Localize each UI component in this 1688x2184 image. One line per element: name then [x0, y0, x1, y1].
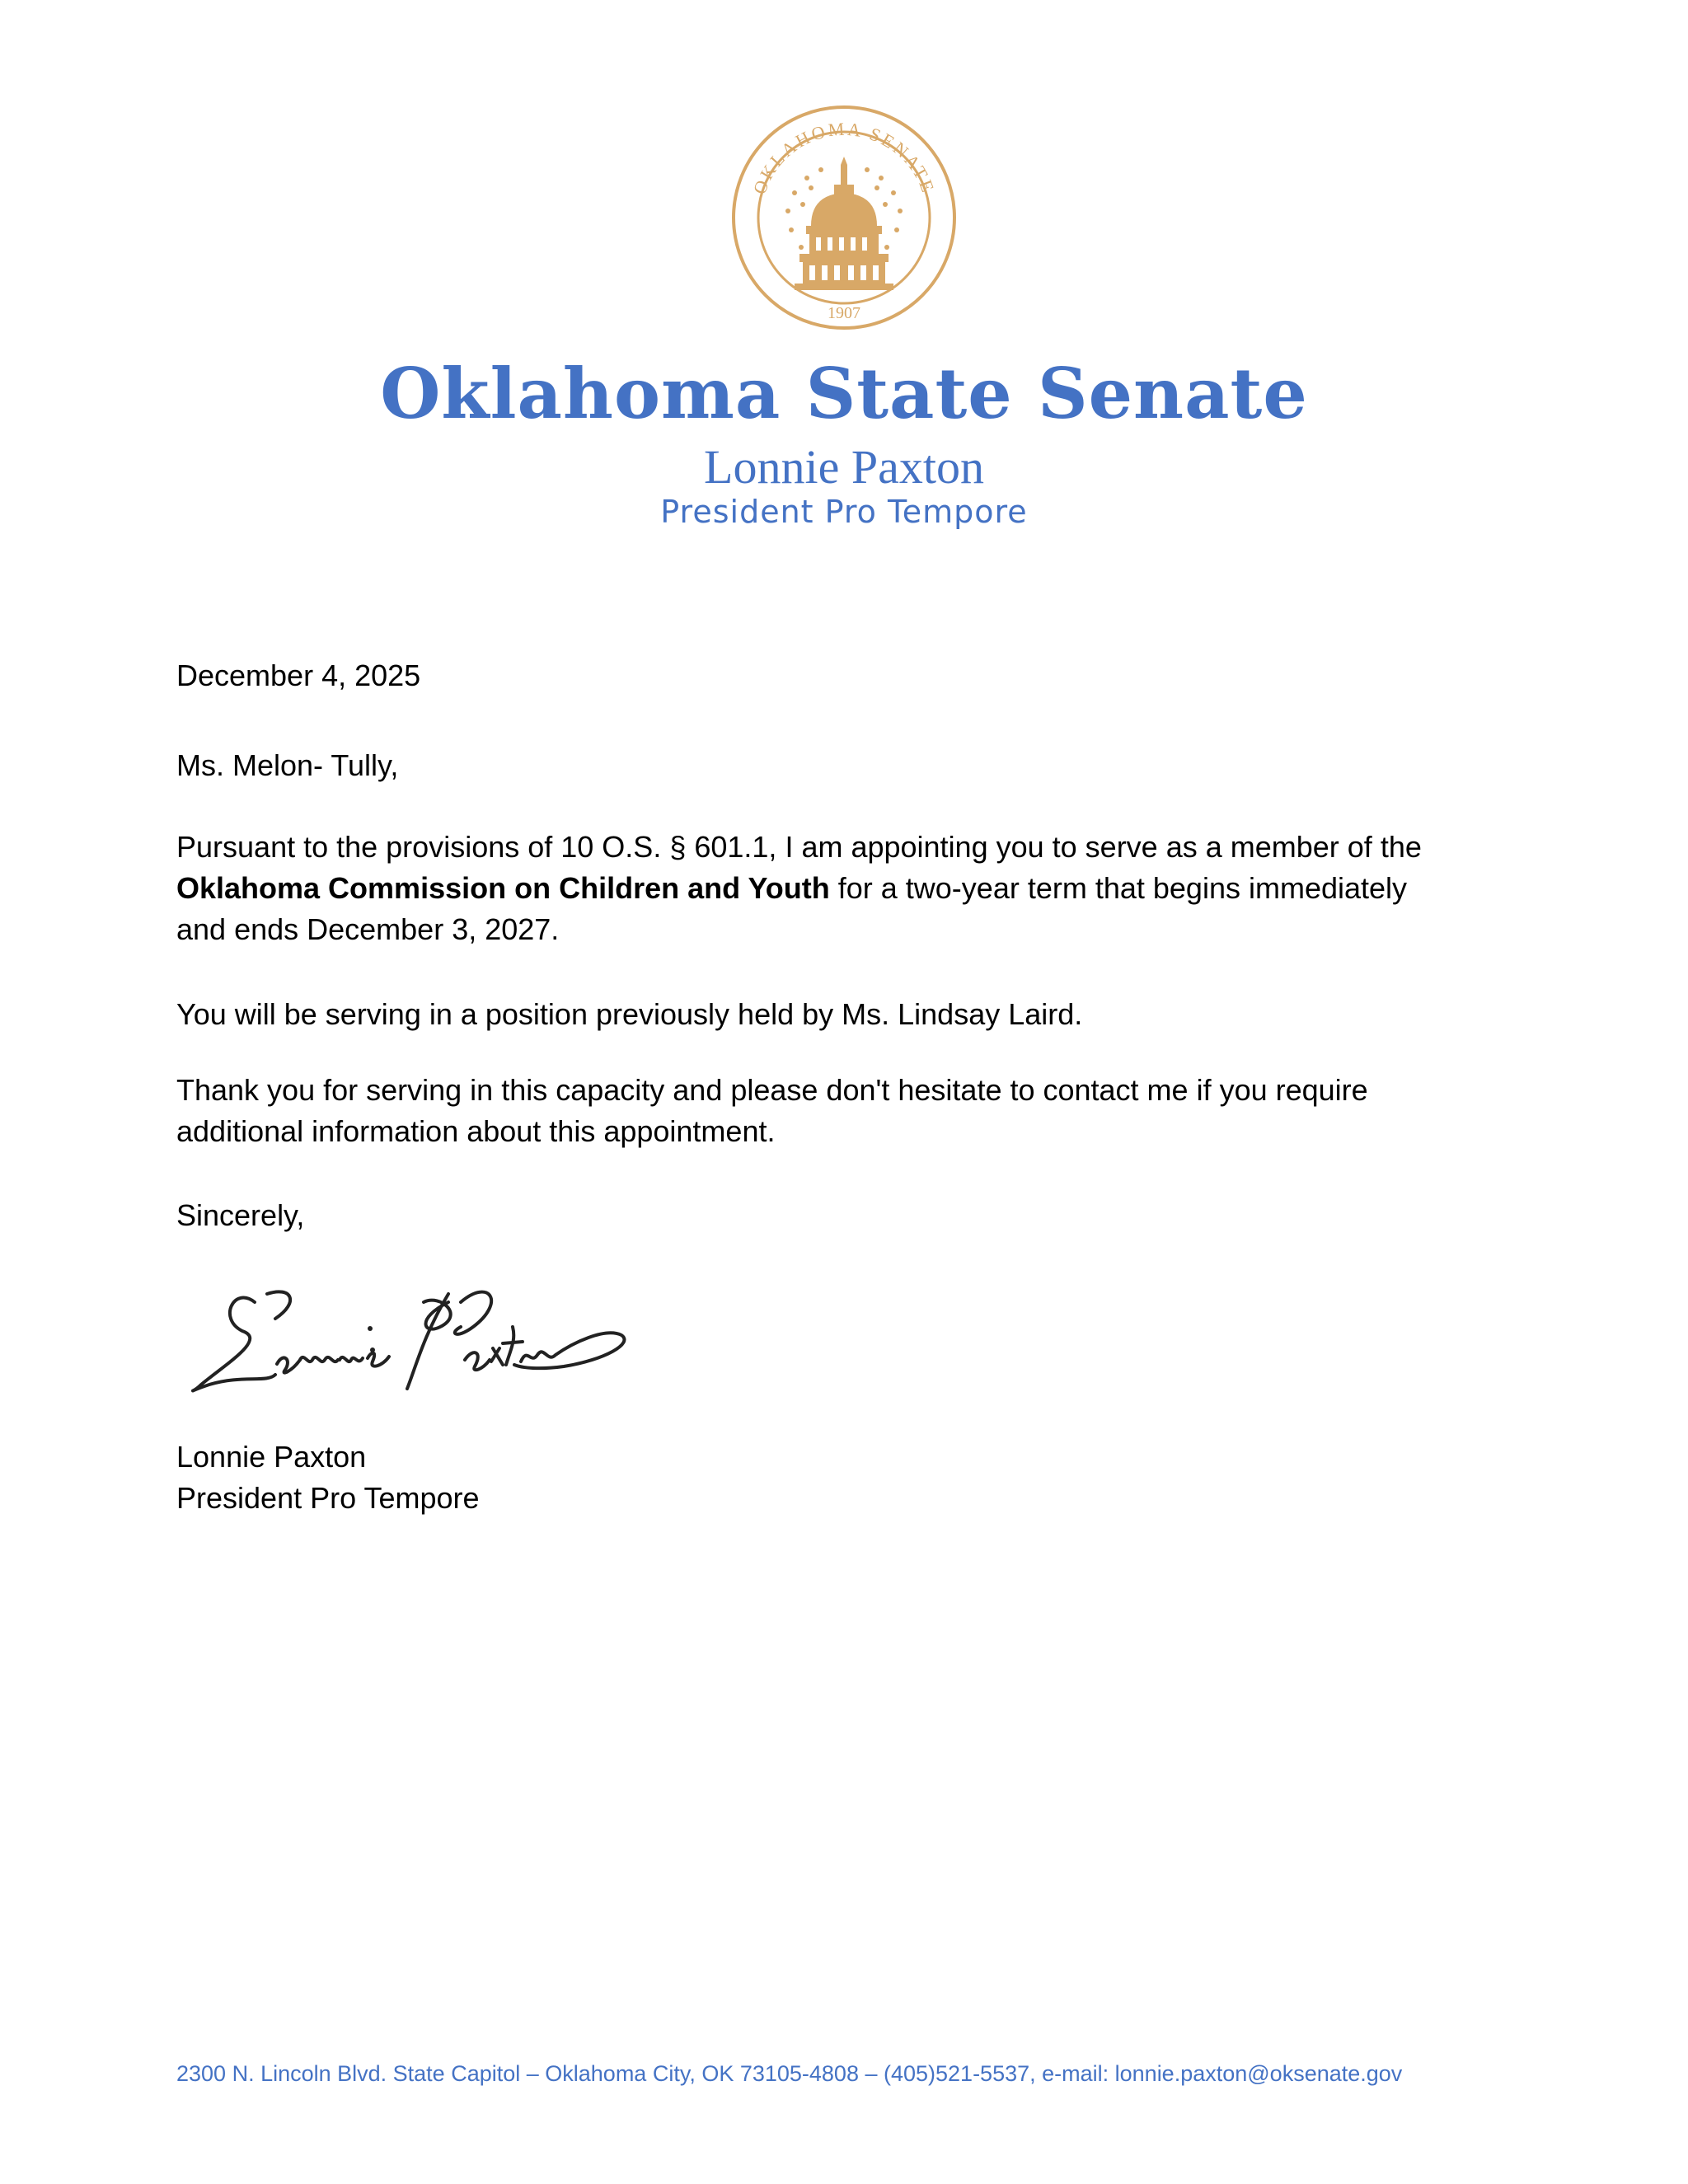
paragraph-appointment-line-3: and ends December 3, 2027.	[176, 912, 560, 946]
letter-closing: Sincerely,	[176, 1198, 305, 1232]
paragraph-thanks-line-2: additional information about this appointment.	[176, 1114, 776, 1148]
signer-name: Lonnie Paxton	[176, 1440, 367, 1474]
letterhead-leader-title: President Pro Tempore	[660, 494, 1028, 530]
paragraph-appointment-line-2	[176, 868, 1528, 909]
signer-title: President Pro Tempore	[176, 1481, 480, 1515]
paragraph-thanks-line-1: Thank you for serving in this capacity and please don't hesitate to contact me if you require	[176, 1073, 1368, 1107]
paragraph-appointment-line-2-rest: for a two-year term that begins immediately	[829, 871, 1408, 905]
handwritten-signature	[176, 1269, 704, 1401]
letter-salutation: Ms. Melon- Tully,	[176, 748, 399, 782]
svg-text:1907: 1907	[828, 304, 860, 322]
letterhead-title: Oklahoma State Senate	[380, 353, 1308, 434]
commission-name: Oklahoma Commission on Children and Youth	[176, 871, 830, 905]
letter-date: December 4, 2025	[176, 658, 421, 692]
senate-seal-logo	[729, 102, 959, 333]
paragraph-appointment-line-1: Pursuant to the provisions of 10 O.S. § 601.1, I am appointing you to serve as a member of the	[176, 830, 1422, 864]
svg-text:OKLAHOMA SENATE: OKLAHOMA SENATE	[748, 118, 940, 197]
letterhead-leader-name: Lonnie Paxton	[704, 440, 984, 494]
footer-address: 2300 N. Lincoln Blvd. State Capitol – Oklahoma City, OK 73105-4808 – (405)521-5537, e-mail: lonnie.paxton@oksenate.gov	[176, 2061, 1403, 2086]
paragraph-previous-holder: You will be serving in a position previously held by Ms. Lindsay Laird.	[176, 997, 1083, 1031]
